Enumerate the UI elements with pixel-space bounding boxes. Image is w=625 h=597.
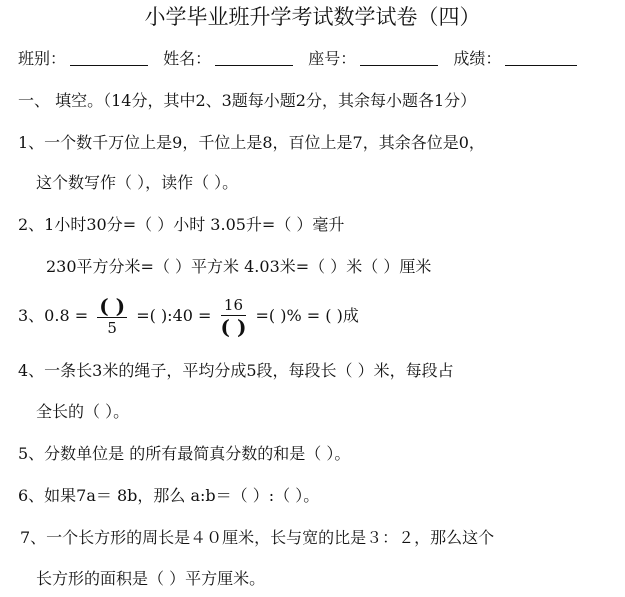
class-blank[interactable] [70, 49, 148, 66]
fraction-blank-over-5 [97, 296, 127, 337]
question-5: 5、分数单位是 的所有最简真分数的和是（ ）。 [18, 444, 351, 463]
question-4-line-2: 全长的（ ）。 [36, 402, 130, 421]
question-3-suffix: =( )% = ( )成 [255, 306, 359, 325]
fraction-1-numerator: ( ) [99, 294, 126, 318]
question-2-line-1: 2、1小时30分=（ ）小时 3.05升=（ ）毫升 [18, 215, 345, 234]
question-7-line-1: 7、一个长方形的周长是４０厘米，长与宽的比是３：２，那么这个 [20, 528, 495, 547]
fraction-2-denominator: ( ) [220, 315, 247, 339]
question-1-line-2: 这个数写作（ ），读作（ ）。 [36, 173, 239, 192]
fraction-1-denominator: 5 [107, 319, 117, 337]
question-6: 6、如果7a＝ 8b，那么 a:b＝（ ）:（ ）。 [18, 486, 320, 505]
question-4-line-1: 4、一条长3米的绳子，平均分成5段，每段长（ ）米，每段占 [18, 361, 454, 380]
question-7-line-2: 长方形的面积是（ ）平方厘米。 [36, 569, 266, 588]
seat-blank[interactable] [360, 49, 438, 66]
name-blank[interactable] [215, 49, 293, 66]
score-label: 成绩： [453, 49, 502, 68]
question-3 [18, 292, 359, 340]
fraction-2-numerator: 16 [223, 296, 243, 314]
question-1-line-1: 1、一个数千万位上是9，千位上是8，百位上是7，其余各位是0， [18, 133, 485, 152]
section-heading: 一、 填空。（14分，其中2、3题每小题2分，其余每小题各1分） [18, 91, 477, 110]
score-blank[interactable] [505, 49, 577, 66]
class-label: 班别： [18, 49, 67, 68]
seat-label: 座号： [308, 49, 357, 68]
question-3-middle: =( ):40 = [136, 306, 212, 325]
name-label: 姓名： [163, 49, 212, 68]
student-info-row [18, 49, 581, 69]
page-title: 小学毕业班升学考试数学试卷（四） [144, 5, 481, 29]
question-2-line-2: 230平方分米=（ ）平方米 4.03米=（ ）米（ ）厘米 [46, 257, 432, 276]
question-3-prefix: 3、0.8 = [18, 306, 89, 325]
fraction-16-over-blank [221, 296, 247, 337]
